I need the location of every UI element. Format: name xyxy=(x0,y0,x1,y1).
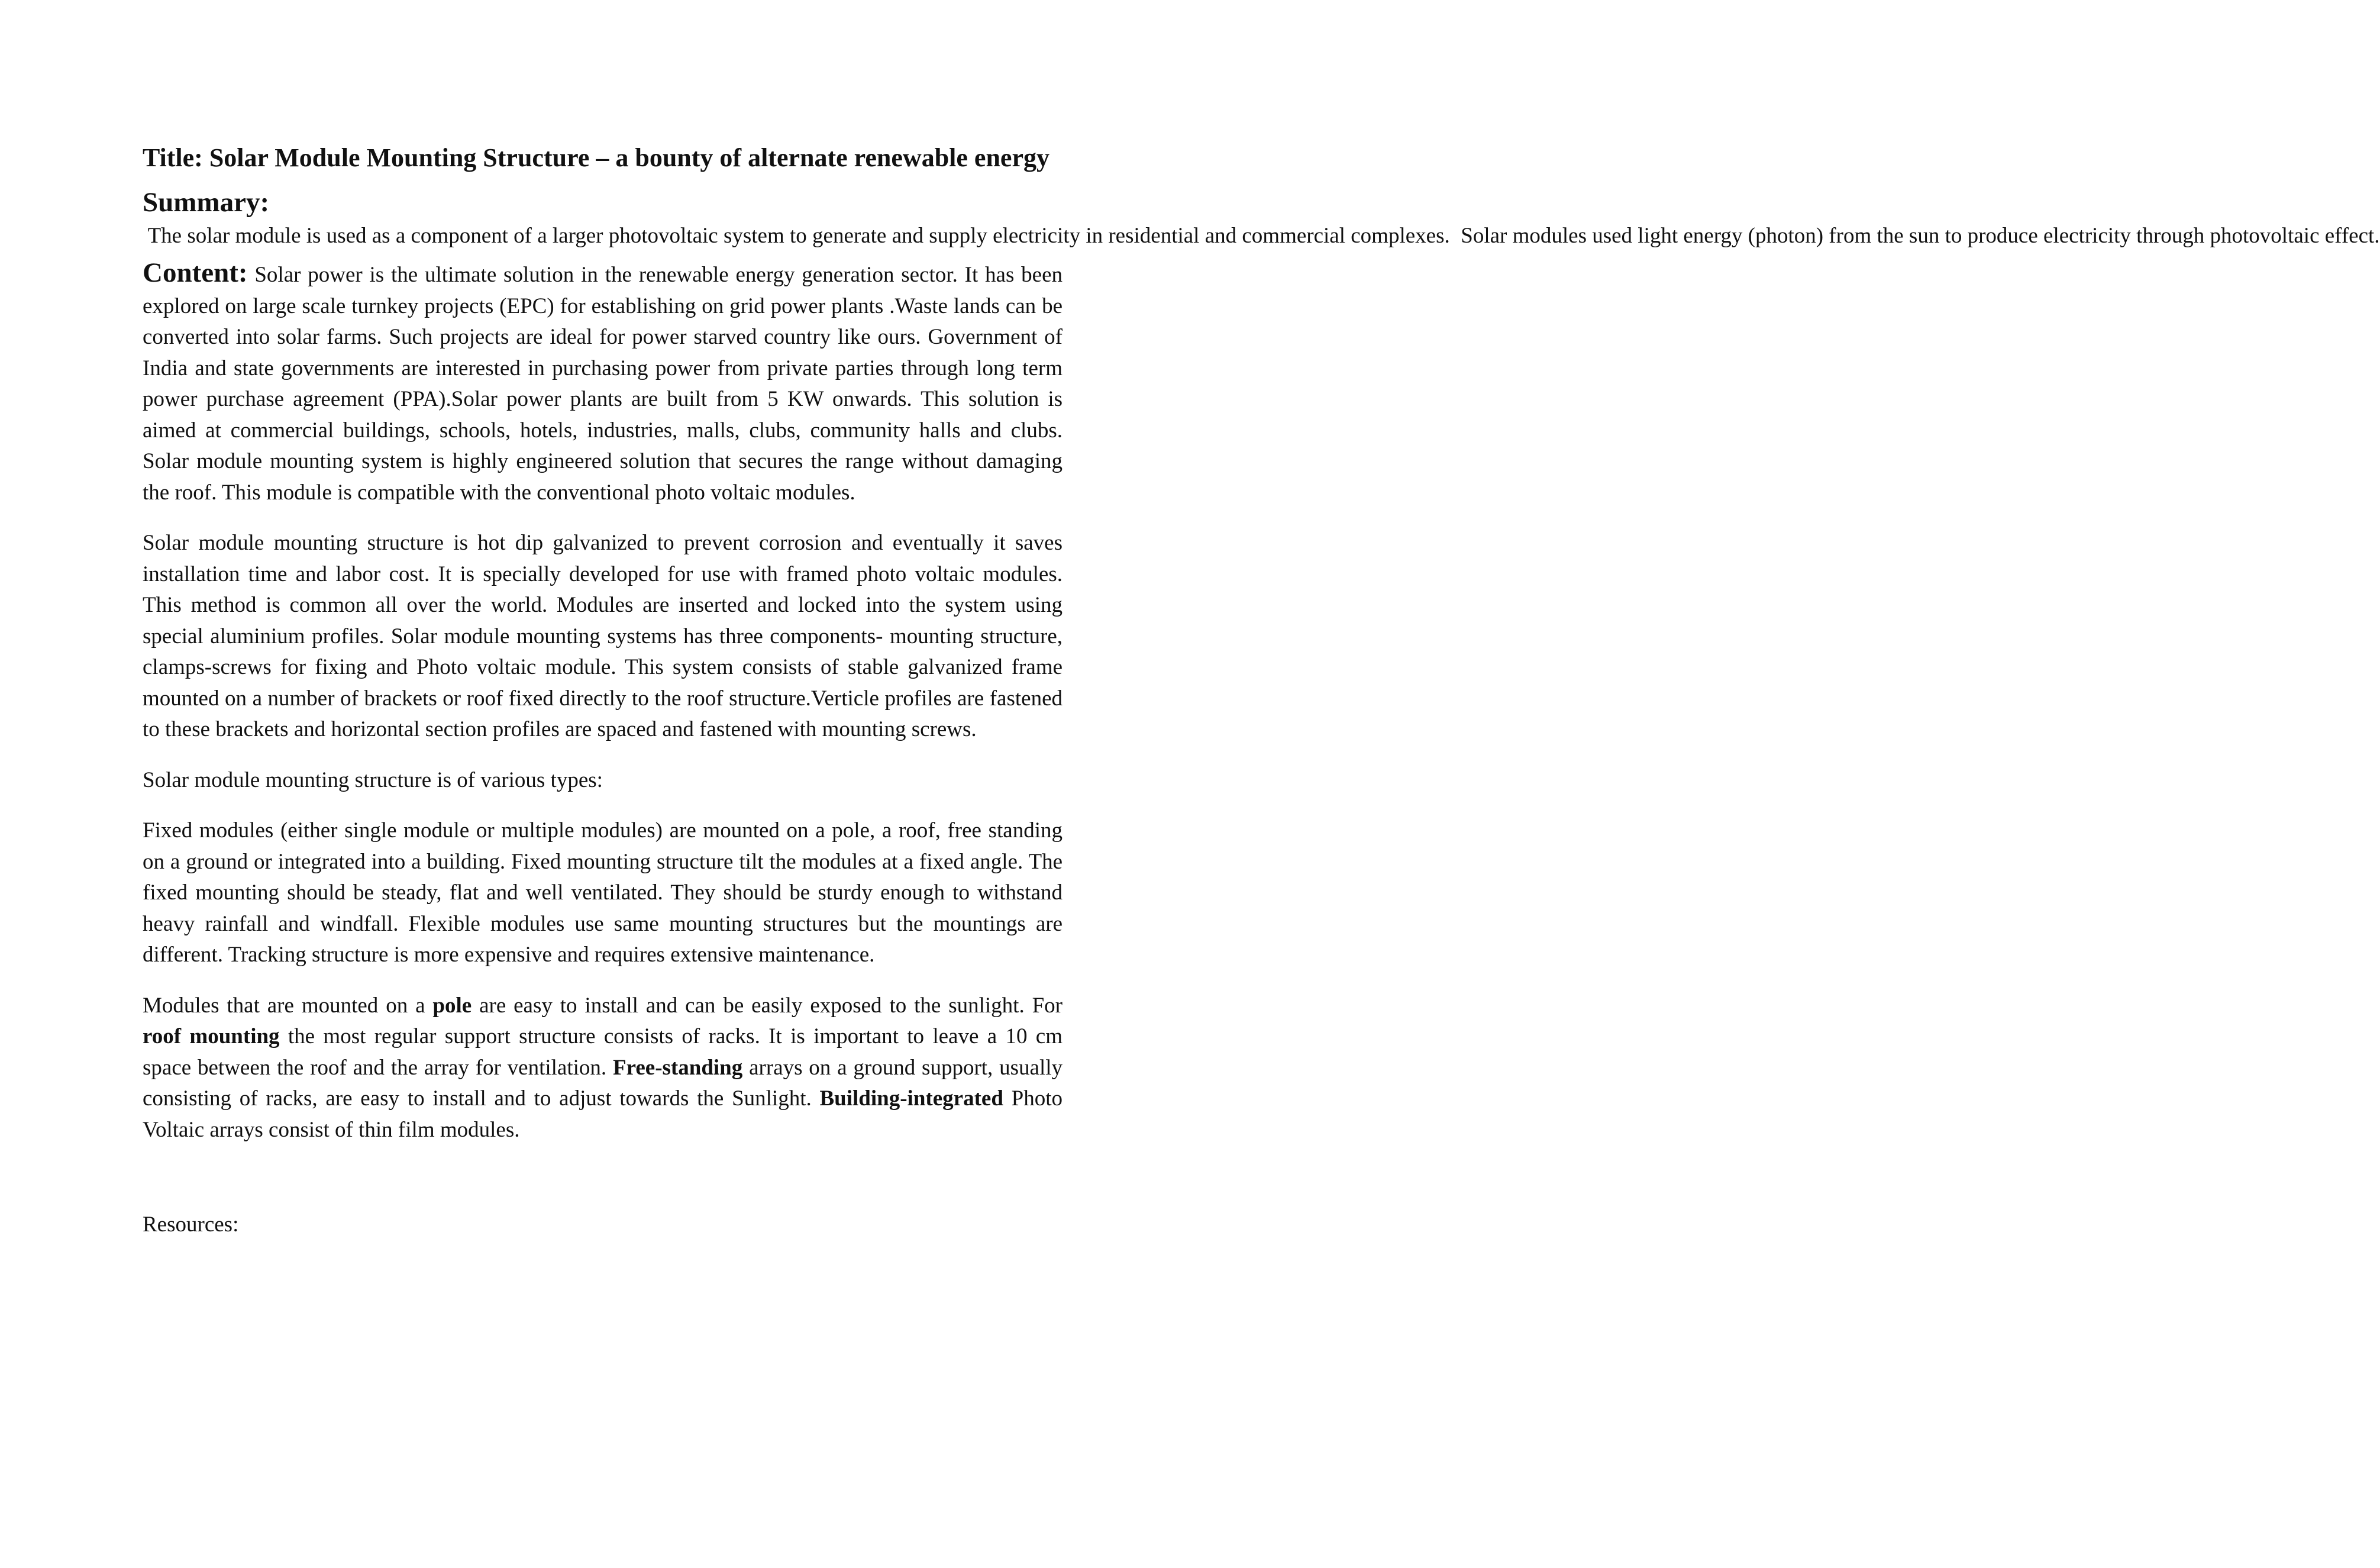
summary-text: The solar module is used as a component of a larger photovoltaic system to generate and supply electricity in residential and commercial complexes. Solar modules used light energy (photon) from the sun to produce electricity through photovoltaic effect. xyxy=(143,223,2380,248)
term-building-integrated: Building-integrated xyxy=(819,1086,1003,1111)
summary-heading: Summary: xyxy=(143,187,270,218)
content-heading: Content: xyxy=(143,257,248,288)
fixed-modules-paragraph: Fixed modules (either single module or multiple modules) are mounted on a pole, a roof, free standing on a ground or integrated into a building. Fixed mounting structure tilt the modules at a fixed angle. The fixed mounting should be steady, flat and well ventilated. They should be sturdy enough to withstand heavy rainfall and windfall. Flexible modules use same mounting structures but the mountings are different. Tracking structure is more expensive and requires extensive maintenance. xyxy=(143,818,1063,967)
content-text: Solar power is the ultimate solution in the renewable energy generation sector. It has been explored on large scale turnkey projects (EPC) for establishing on grid power plants .Waste lands can be converted into solar farms. Such projects are ideal for power starved country like ours. Government of India and state governments are interested in purchasing power from private parties through long term power purchase agreement (PPA).Solar power plants are built from 5 KW onwards. This solution is aimed at commercial buildings, schools, hotels, industries, malls, clubs, community halls and clubs. Solar module mounting system is highly engineered solution that secures the range without damaging the roof. This module is compatible with the conventional photo voltaic modules. xyxy=(143,263,1063,505)
term-free-standing: Free-standing xyxy=(613,1055,743,1080)
document-body xyxy=(143,140,2380,1241)
content-paragraph xyxy=(143,257,1063,508)
mounting-text-2: are easy to install and can be easily exposed to the sunlight. For xyxy=(472,993,1063,1018)
mounting-types-paragraph xyxy=(143,991,1063,1146)
types-intro-paragraph: Solar module mounting structure is of various types: xyxy=(143,767,603,792)
mounting-text-1: Modules that are mounted on a xyxy=(143,993,433,1018)
summary-paragraph xyxy=(143,187,2380,251)
mounting-text-4: arrays on a ground support, usually consisting of racks, are easy to install and to adjust towards the Sunlight. xyxy=(143,1055,1063,1111)
resources-label: Resources: xyxy=(143,1212,239,1237)
term-roof-mounting: roof mounting xyxy=(143,1024,280,1048)
mounting-text-5: Photo Voltaic arrays consist of thin film modules. xyxy=(143,1086,1063,1142)
term-pole: pole xyxy=(432,993,472,1018)
galvanized-paragraph: Solar module mounting structure is hot dip galvanized to prevent corrosion and eventually it saves installation time and labor cost. It is specially developed for use with framed photo voltaic modules. This method is common all over the world. Modules are inserted and locked into the system using special aluminium profiles. Solar module mounting systems has three components- mounting structure, clamps-screws for fixing and Photo voltaic module. This system consists of stable galvanized frame mounted on a number of brackets or roof fixed directly to the roof structure.Verticle profiles are fastened to these brackets and horizontal section profiles are spaced and fastened with mounting screws. xyxy=(143,531,1063,741)
mounting-text-3: the most regular support structure consists of racks. It is important to leave a 10 cm space between the roof and the array for ventilation. xyxy=(143,1024,1063,1080)
document-title: Title: Solar Module Mounting Structure – a bounty of alternate renewable energy xyxy=(143,143,1049,172)
